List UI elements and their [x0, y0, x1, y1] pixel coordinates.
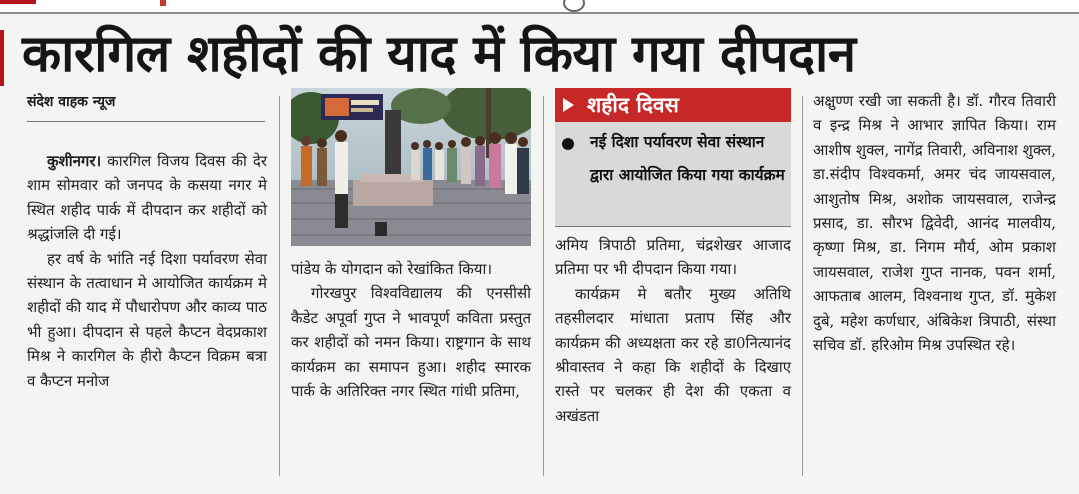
column-divider	[802, 96, 803, 476]
article-column-4	[813, 89, 1056, 357]
red-accent-mark	[0, 0, 36, 4]
paragraph: हर वर्ष के भांति नई दिशा पर्यावरण सेवा संस्थान के तत्वाधान मे आयोजित कार्यक्रम मे शहीदों की याद में पौधारोपण और काव्य पाठ भी हुआ। दीपदान से पहले कैप्टन वेदप्रकाश मिश्र ने कारगिल के हीरो कैप्टन विक्रम बत्रा व कैप्टन मनोज	[27, 249, 267, 390]
highlight-divider	[555, 226, 791, 227]
article-headline: कारगिल शहीदों की याद में किया गया दीपदान	[22, 25, 856, 84]
top-page-strip	[0, 0, 1079, 14]
dateline: कुशीनगर।	[47, 152, 102, 170]
byline-divider	[27, 121, 265, 122]
section-banner-label: शहीद दिवस	[587, 93, 679, 117]
play-triangle-icon	[563, 98, 574, 112]
article-column-2	[291, 257, 531, 403]
highlight-text: नई दिशा पर्यावरण सेवा संस्थान द्वारा आयोजित किया गया कार्यक्रम	[590, 133, 785, 184]
event-photo	[291, 88, 531, 246]
article-column-3	[555, 233, 791, 428]
paragraph: गोरखपुर विश्वविद्यालय की एनसीसी कैडेट अपूर्वा गुप्त ने भावपूर्ण कविता प्रस्तुत कर शहीदों को नमन किया। राष्ट्रगान के साथ कार्यक्रम का समापन हुआ। शहीद स्मारक पार्क के अतिरिक्त नगर स्थित गांधी प्रतिमा,	[291, 284, 531, 401]
paragraph	[27, 149, 267, 247]
column-divider	[543, 96, 544, 476]
bullet-icon	[562, 138, 574, 150]
paragraph-text: कारगिल विजय दिवस की देर शाम सोमवार को जनपद के कसया नगर मे स्थित शहीद पार्क में दीपदान कर शहीदों को श्रद्धांजलि दी गई।	[27, 152, 267, 244]
column-divider	[279, 96, 280, 476]
red-accent-dot	[160, 0, 166, 6]
paragraph: कार्यक्रम मे बतौर मुख्य अतिथि तहसीलदार मांधाता प्रताप सिंह और कार्यक्रम की अध्यक्षता कर रहे डा0नित्यानंद श्रीवास्तव ने कहा कि शहीदों के दिखाए रास्ते पर चलकर ही देश की एकता व अखंडता	[555, 284, 791, 425]
masthead-ornament-icon	[563, 0, 585, 12]
paragraph: पांडेय के योगदान को रेखांकित किया।	[291, 260, 493, 278]
article-column-1	[27, 149, 267, 393]
section-banner	[555, 88, 791, 122]
paragraph: अक्षुण्ण रखी जा सकती है। डॉ. गौरव तिवारी व इन्द्र मिश्र ने आभार ज्ञापित किया। राम आशीष शुक्ल, नागेंद्र तिवारी, अविनाश शुक्ल, डा.संदीप विश्वकर्मा, अमर चंद जायसवाल, आशुतोष मिश्र, अशोक जायसवाल, राजेन्द्र प्रसाद, डा. सौरभ द्विवेदी, आनंद मालवीय, कृष्णा मिश्र, डा. निगम मौर्य, ओम प्रकाश जायसवाल, राजेश गुप्त नानक, पवन शर्मा, आफताब आलम, विश्वनाथ गुप्त, डॉ. मुकेश दुबे, महेश कर्णधार, अंबिकेश त्रिपाठी, संस्था सचिव डॉ. हरिओम मिश्र उपस्थित रहे।	[813, 92, 1056, 355]
left-red-edge	[0, 30, 4, 86]
article-byline: संदेश वाहक न्यूज	[27, 94, 116, 110]
paragraph: अमिय त्रिपाठी प्रतिमा, चंद्रशेखर आजाद प्रतिमा पर भी दीपदान किया गया।	[555, 236, 791, 279]
